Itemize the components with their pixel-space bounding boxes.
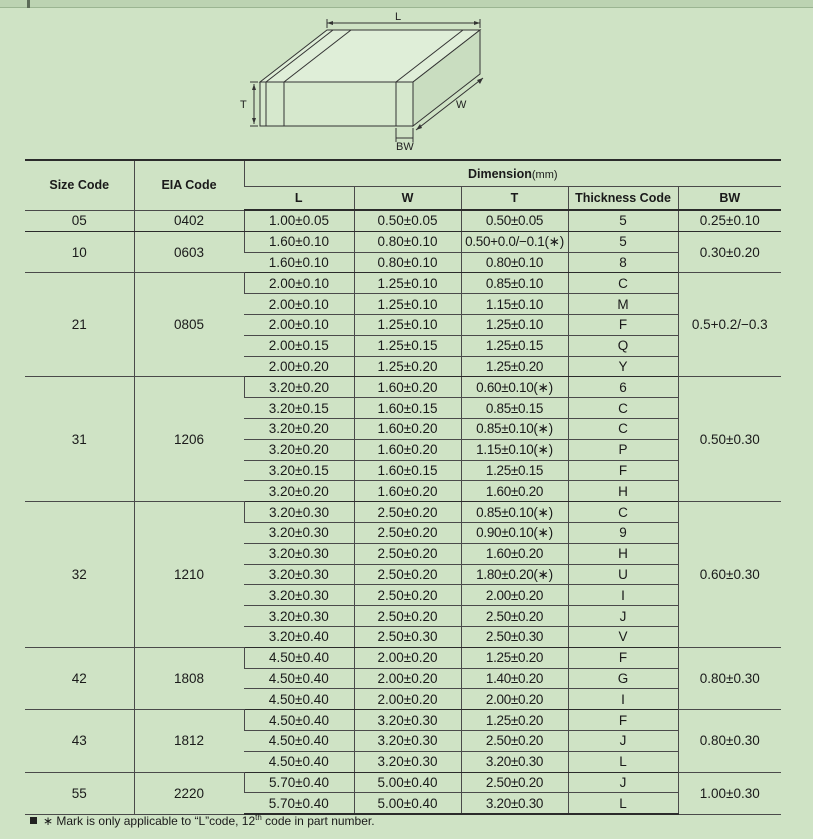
table-row — [25, 710, 781, 731]
cell-T: 0.80±0.10 — [461, 252, 568, 273]
cell-eia-code: 0603 — [134, 231, 244, 273]
cell-L: 4.50±0.40 — [244, 710, 354, 731]
cell-T: 2.50±0.20 — [461, 772, 568, 793]
cell-eia-code: 0402 — [134, 210, 244, 231]
cell-W: 2.50±0.20 — [354, 606, 461, 627]
cell-BW: 0.80±0.30 — [678, 647, 781, 709]
header-T: T — [461, 187, 568, 211]
cell-L: 3.20±0.20 — [244, 439, 354, 460]
cell-T: 3.20±0.30 — [461, 793, 568, 814]
table-row — [25, 502, 781, 523]
cell-eia-code: 2220 — [134, 772, 244, 814]
cell-T: 2.00±0.20 — [461, 689, 568, 710]
cell-thickness-code: U — [568, 564, 678, 585]
header-BW: BW — [678, 187, 781, 211]
cell-L: 1.00±0.05 — [244, 210, 354, 231]
cell-BW: 0.50±0.30 — [678, 377, 781, 502]
cell-W: 1.25±0.10 — [354, 314, 461, 335]
cell-thickness-code: V — [568, 626, 678, 647]
dimension-table — [25, 159, 781, 815]
cell-L: 3.20±0.15 — [244, 460, 354, 481]
cell-W: 2.50±0.20 — [354, 502, 461, 523]
table-row — [25, 647, 781, 668]
cell-T: 1.40±0.20 — [461, 668, 568, 689]
cell-L: 4.50±0.40 — [244, 689, 354, 710]
header-dimension-label: Dimension — [467, 166, 532, 181]
cell-W: 1.60±0.20 — [354, 439, 461, 460]
table-row — [25, 772, 781, 793]
cell-thickness-code: C — [568, 418, 678, 439]
label-BW: BW — [396, 141, 414, 153]
cell-T: 1.25±0.20 — [461, 710, 568, 731]
cell-size-code: 10 — [25, 231, 134, 273]
cell-T: 1.80±0.20(∗) — [461, 564, 568, 585]
cell-W: 1.25±0.10 — [354, 273, 461, 294]
cell-W: 2.50±0.30 — [354, 626, 461, 647]
cell-BW: 0.60±0.30 — [678, 502, 781, 648]
cell-thickness-code: C — [568, 398, 678, 419]
footnote-superscript: th — [255, 813, 262, 822]
cell-eia-code: 1206 — [134, 377, 244, 502]
cell-T: 0.85±0.10(∗) — [461, 418, 568, 439]
footnote-text-before: ∗ Mark is only applicable to “L”code, 12 — [43, 814, 256, 828]
cell-W: 1.25±0.15 — [354, 335, 461, 356]
cell-thickness-code: I — [568, 585, 678, 606]
cell-thickness-code: 9 — [568, 522, 678, 543]
label-T: T — [240, 99, 247, 111]
cell-T: 1.60±0.20 — [461, 481, 568, 502]
cell-T: 0.85±0.10 — [461, 273, 568, 294]
cell-BW: 0.30±0.20 — [678, 231, 781, 273]
cell-W: 1.60±0.20 — [354, 377, 461, 398]
cell-T: 1.25±0.10 — [461, 314, 568, 335]
cell-L: 4.50±0.40 — [244, 668, 354, 689]
cell-thickness-code: F — [568, 647, 678, 668]
table-row — [25, 210, 781, 231]
cell-W: 1.25±0.20 — [354, 356, 461, 377]
cell-L: 3.20±0.30 — [244, 502, 354, 523]
cell-thickness-code: 5 — [568, 231, 678, 252]
cell-W: 2.50±0.20 — [354, 543, 461, 564]
cell-W: 2.00±0.20 — [354, 668, 461, 689]
header-W: W — [354, 187, 461, 211]
cell-thickness-code: Q — [568, 335, 678, 356]
cell-W: 1.60±0.20 — [354, 418, 461, 439]
footnote-text-after: code in part number. — [261, 814, 375, 828]
cell-size-code: 55 — [25, 772, 134, 814]
cell-T: 3.20±0.30 — [461, 751, 568, 772]
top-header-band — [0, 0, 813, 8]
cell-size-code: 32 — [25, 502, 134, 648]
cell-T: 0.90±0.10(∗) — [461, 522, 568, 543]
cell-L: 2.00±0.10 — [244, 314, 354, 335]
cell-W: 3.20±0.30 — [354, 710, 461, 731]
cell-thickness-code: Y — [568, 356, 678, 377]
cell-L: 1.60±0.10 — [244, 231, 354, 252]
cell-W: 3.20±0.30 — [354, 730, 461, 751]
cell-T: 1.25±0.20 — [461, 647, 568, 668]
cell-L: 5.70±0.40 — [244, 772, 354, 793]
cell-W: 5.00±0.40 — [354, 772, 461, 793]
cell-eia-code: 1808 — [134, 647, 244, 709]
header-size-code: Size Code — [25, 160, 134, 210]
cell-size-code: 43 — [25, 710, 134, 772]
footnote — [30, 813, 375, 828]
cell-thickness-code: H — [568, 481, 678, 502]
cell-T: 1.25±0.15 — [461, 335, 568, 356]
header-dimension — [244, 160, 781, 187]
cell-L: 3.20±0.40 — [244, 626, 354, 647]
cell-thickness-code: L — [568, 751, 678, 772]
cell-L: 2.00±0.15 — [244, 335, 354, 356]
dimension-table-body — [25, 210, 781, 814]
table-row — [25, 273, 781, 294]
cell-W: 0.80±0.10 — [354, 252, 461, 273]
cell-thickness-code: P — [568, 439, 678, 460]
cell-W: 1.60±0.15 — [354, 398, 461, 419]
cell-L: 2.00±0.10 — [244, 273, 354, 294]
cell-T: 0.60±0.10(∗) — [461, 377, 568, 398]
cell-T: 1.60±0.20 — [461, 543, 568, 564]
header-L: L — [244, 187, 354, 211]
cell-W: 0.50±0.05 — [354, 210, 461, 231]
header-accent-bar — [27, 0, 30, 8]
cell-BW: 1.00±0.30 — [678, 772, 781, 814]
cell-thickness-code: J — [568, 730, 678, 751]
chip-front-face — [260, 82, 413, 126]
chip-dimension-diagram — [230, 8, 520, 158]
cell-eia-code: 1812 — [134, 710, 244, 772]
cell-L: 3.20±0.20 — [244, 418, 354, 439]
cell-thickness-code: F — [568, 314, 678, 335]
cell-thickness-code: 8 — [568, 252, 678, 273]
cell-L: 3.20±0.30 — [244, 564, 354, 585]
cell-thickness-code: C — [568, 273, 678, 294]
cell-T: 1.15±0.10 — [461, 294, 568, 315]
cell-W: 1.60±0.20 — [354, 481, 461, 502]
cell-W: 1.60±0.15 — [354, 460, 461, 481]
cell-W: 2.50±0.20 — [354, 585, 461, 606]
cell-thickness-code: F — [568, 710, 678, 731]
table-row — [25, 231, 781, 252]
cell-L: 2.00±0.20 — [244, 356, 354, 377]
cell-W: 0.80±0.10 — [354, 231, 461, 252]
cell-size-code: 21 — [25, 273, 134, 377]
cell-BW: 0.80±0.30 — [678, 710, 781, 772]
cell-L: 3.20±0.30 — [244, 522, 354, 543]
cell-size-code: 42 — [25, 647, 134, 709]
cell-W: 3.20±0.30 — [354, 751, 461, 772]
cell-thickness-code: L — [568, 793, 678, 814]
cell-L: 1.60±0.10 — [244, 252, 354, 273]
cell-thickness-code: C — [568, 502, 678, 523]
label-L: L — [395, 11, 402, 23]
cell-L: 3.20±0.30 — [244, 585, 354, 606]
cell-T: 0.85±0.15 — [461, 398, 568, 419]
cell-BW: 0.5+0.2/−0.3 — [678, 273, 781, 377]
cell-thickness-code: G — [568, 668, 678, 689]
cell-W: 5.00±0.40 — [354, 793, 461, 814]
cell-T: 2.50±0.30 — [461, 626, 568, 647]
cell-L: 3.20±0.20 — [244, 481, 354, 502]
cell-T: 2.50±0.20 — [461, 606, 568, 627]
cell-size-code: 31 — [25, 377, 134, 502]
table-row — [25, 377, 781, 398]
cell-thickness-code: 5 — [568, 210, 678, 231]
cell-L: 3.20±0.30 — [244, 543, 354, 564]
cell-eia-code: 1210 — [134, 502, 244, 648]
cell-W: 2.50±0.20 — [354, 522, 461, 543]
cell-thickness-code: F — [568, 460, 678, 481]
header-dimension-unit: (mm) — [531, 168, 558, 181]
cell-L: 3.20±0.20 — [244, 377, 354, 398]
cell-L: 2.00±0.10 — [244, 294, 354, 315]
cell-thickness-code: M — [568, 294, 678, 315]
cell-T: 0.85±0.10(∗) — [461, 502, 568, 523]
cell-thickness-code: H — [568, 543, 678, 564]
cell-W: 2.00±0.20 — [354, 689, 461, 710]
cell-thickness-code: J — [568, 772, 678, 793]
cell-T: 1.25±0.20 — [461, 356, 568, 377]
cell-thickness-code: 6 — [568, 377, 678, 398]
cell-eia-code: 0805 — [134, 273, 244, 377]
cell-L: 4.50±0.40 — [244, 751, 354, 772]
footnote-bullet — [30, 817, 37, 824]
cell-T: 0.50+0.0/−0.1(∗) — [461, 231, 568, 252]
cell-BW: 0.25±0.10 — [678, 210, 781, 231]
header-thickness-code: Thickness Code — [568, 187, 678, 211]
cell-L: 3.20±0.15 — [244, 398, 354, 419]
cell-thickness-code: J — [568, 606, 678, 627]
cell-T: 1.25±0.15 — [461, 460, 568, 481]
cell-L: 4.50±0.40 — [244, 730, 354, 751]
cell-T: 2.00±0.20 — [461, 585, 568, 606]
label-W: W — [456, 99, 467, 111]
cell-W: 1.25±0.10 — [354, 294, 461, 315]
cell-L: 4.50±0.40 — [244, 647, 354, 668]
cell-W: 2.50±0.20 — [354, 564, 461, 585]
cell-L: 3.20±0.30 — [244, 606, 354, 627]
cell-thickness-code: I — [568, 689, 678, 710]
cell-L: 5.70±0.40 — [244, 793, 354, 814]
cell-T: 0.50±0.05 — [461, 210, 568, 231]
cell-T: 2.50±0.20 — [461, 730, 568, 751]
cell-size-code: 05 — [25, 210, 134, 231]
cell-T: 1.15±0.10(∗) — [461, 439, 568, 460]
header-eia-code: EIA Code — [134, 160, 244, 210]
cell-W: 2.00±0.20 — [354, 647, 461, 668]
